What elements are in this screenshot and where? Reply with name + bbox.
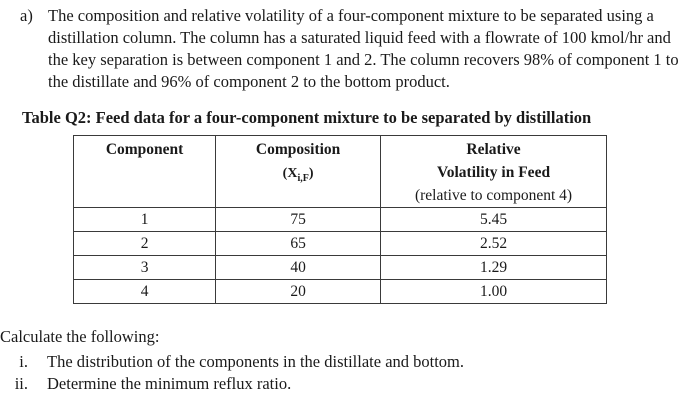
feed-data-table [73, 135, 607, 304]
cell-volatility: 5.45 [381, 208, 607, 232]
cell-component: 2 [74, 232, 216, 256]
table-header-row [74, 136, 607, 208]
list-item-number: i. [19, 352, 28, 371]
cell-volatility: 2.52 [381, 232, 607, 256]
cell-composition: 20 [216, 280, 381, 304]
header-volatility-line2: Volatility in Feed [436, 164, 551, 181]
header-composition-symbol: $(X_{i,F})$ [282, 166, 314, 184]
cell-composition: 65 [216, 232, 381, 256]
header-component [74, 136, 216, 208]
question-marker: a) [20, 6, 33, 25]
header-volatility [381, 136, 607, 208]
cell-component: 1 [74, 208, 216, 232]
list-item-text: Determine the minimum reflux ratio. [47, 374, 292, 393]
header-volatility-line1: Relative [466, 141, 521, 158]
header-composition-label: Composition [255, 141, 341, 158]
table-row [74, 280, 607, 304]
cell-volatility: 1.29 [381, 256, 607, 280]
header-composition [216, 136, 381, 208]
question-paragraph [20, 5, 690, 93]
table-row [74, 256, 607, 280]
table-row [74, 208, 607, 232]
cell-composition: 40 [216, 256, 381, 280]
calculate-intro: Calculate the following: [0, 327, 160, 346]
cell-composition: 75 [216, 208, 381, 232]
table-row [74, 232, 607, 256]
question-text: The composition and relative volatility of a four-component mixture to be separated using a distillation column. The column has a saturated liquid feed with a flowrate of 100 kmol/hr and the key separation is between component 1 and 2. The column recovers 98% of component 1 to the distillate and 96% of component 2 to the bottom product. [48, 6, 679, 91]
header-component-label: Component [105, 141, 184, 158]
table-title: Table Q2: Feed data for a four-component mixture to be separated by distillation [22, 108, 592, 127]
list-item-text: The distribution of the components in the distillate and bottom. [47, 352, 465, 371]
header-volatility-note: (relative to component 4) [414, 187, 573, 204]
cell-component: 4 [74, 280, 216, 304]
list-item-number: ii. [14, 374, 28, 393]
cell-component: 3 [74, 256, 216, 280]
cell-volatility: 1.00 [381, 280, 607, 304]
